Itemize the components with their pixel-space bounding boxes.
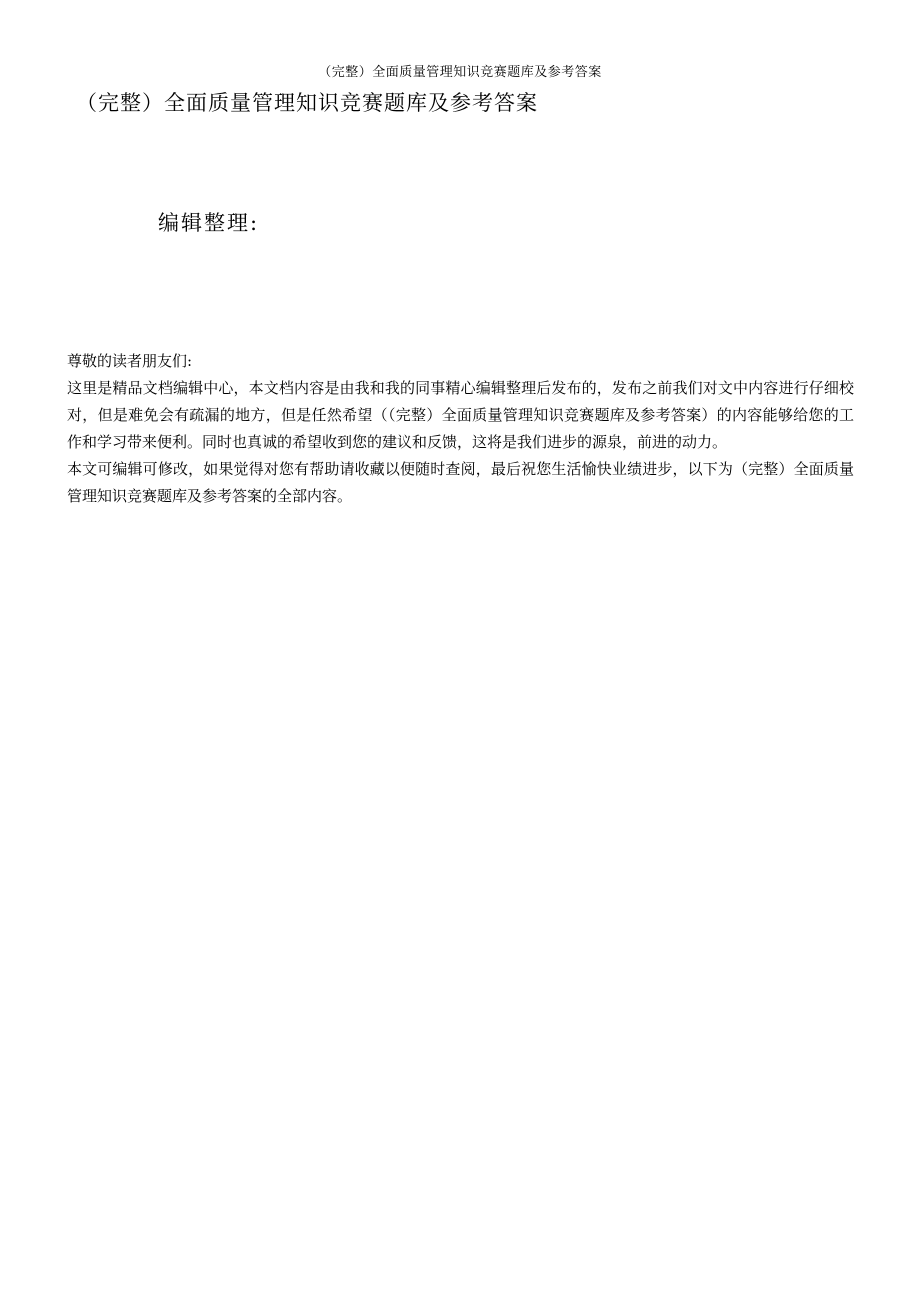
editor-label: 编辑整理:: [158, 211, 260, 235]
intro-paragraph: 这里是精品文档编辑中心，本文档内容是由我和我的同事精心编辑整理后发布的，发布之前我们对文中内容进行仔细校对，但是难免会有疏漏的地方，但是任然希望（（完整）全面质量管理知识竞赛题库及参考答案）的内容能够给您的工作和学习带来便利。同时也真诚的希望收到您的建议和反馈，这将是我们进步的源泉，前进的动力。: [67, 379, 854, 451]
document-title: （完整）全面质量管理知识竞赛题库及参考答案: [76, 91, 538, 115]
document-body: [67, 348, 854, 510]
editable-note-paragraph: 本文可编辑可修改，如果觉得对您有帮助请收藏以便随时查阅，最后祝您生活愉快业绩进步，以下为（完整）全面质量管理知识竞赛题库及参考答案的全部内容。: [67, 460, 854, 505]
running-header: （完整）全面质量管理知识竞赛题库及参考答案: [318, 65, 602, 80]
salutation: 尊敬的读者朋友们:: [67, 352, 193, 370]
